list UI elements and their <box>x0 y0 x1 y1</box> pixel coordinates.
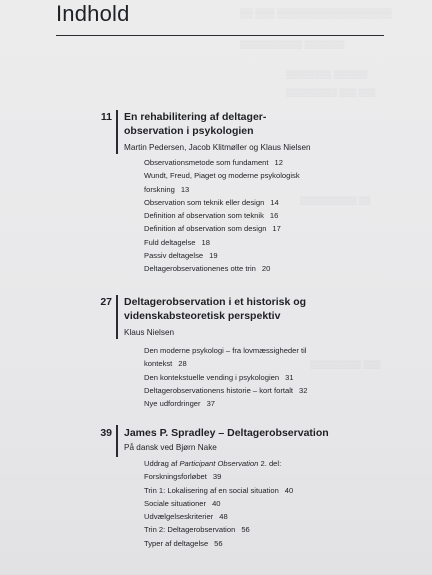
entry-page: 20 <box>261 264 271 274</box>
entry-text: Nye udfordringer <box>144 399 201 409</box>
toc-entry <box>144 371 384 384</box>
chapter-title-line: James P. Spradley – Deltagerobservation <box>124 427 329 439</box>
entry-text: Trin 1: Lokalisering af en social situation <box>144 485 279 495</box>
entry-page: 40 <box>284 485 294 495</box>
toc-entry <box>144 523 384 536</box>
entry-text: Wundt, Freud, Piaget og moderne psykologisk <box>144 171 300 181</box>
entry-text: kontekst <box>144 359 173 369</box>
toc-entry <box>144 497 384 510</box>
toc-entry <box>144 196 384 209</box>
entry-page: 16 <box>269 211 279 221</box>
toc-entry <box>144 470 384 483</box>
chapter-authors: Klaus Nielsen <box>124 328 175 337</box>
bleed-through-text: ▒▒▒▒▒▒▒▒▒▒ ▒▒ <box>300 196 371 205</box>
chapter-divider-bar <box>116 425 118 457</box>
toc-entry <box>144 169 384 182</box>
entry-text: Deltagerobservationenes otte trin <box>144 264 256 274</box>
entry-text: Den kontekstuelle vending i psykologien <box>144 372 280 382</box>
toc-entry <box>144 249 384 262</box>
entry-text: Deltagerobservationens historie – kort fortalt <box>144 385 293 395</box>
entry-page: 56 <box>214 538 223 548</box>
entry-text: Definition af observation som design <box>144 224 267 234</box>
toc-entry <box>144 397 384 410</box>
entry-text: Sociale situationer <box>144 498 207 508</box>
toc-entry <box>144 344 384 357</box>
entry-text: Fuld deltagelse <box>144 237 196 247</box>
bleed-through-text: ▒▒▒▒▒▒▒▒▒ ▒▒▒ <box>310 360 381 369</box>
entry-page: 28 <box>178 359 187 369</box>
entry-text: forskning <box>144 184 175 194</box>
entry-text: Passiv deltagelse <box>144 251 204 261</box>
toc-entry <box>144 510 384 523</box>
chapter-entries <box>144 156 384 276</box>
chapter-page-number: 27 <box>100 296 112 308</box>
title-divider <box>56 35 384 36</box>
toc-entry <box>144 484 384 497</box>
entry-page: 12 <box>274 158 283 167</box>
entry-page: 32 <box>299 385 308 395</box>
chapter-entries <box>144 457 384 550</box>
chapter-authors: Martin Pedersen, Jacob Klitmøller og Klaus Nielsen <box>124 143 311 152</box>
chapter-authors: På dansk ved Bjørn Nake <box>124 443 217 452</box>
entry-page: 37 <box>206 399 216 409</box>
chapter-title-line: observation i psykologien <box>124 125 254 137</box>
entry-page: 14 <box>270 197 279 207</box>
chapter-title <box>124 110 364 138</box>
toc-entry <box>144 537 384 550</box>
chapter-title-line: Deltagerobservation i et historisk og <box>124 296 307 308</box>
chapter-entries <box>144 344 384 410</box>
toc-entry <box>144 209 384 222</box>
chapter-divider-bar <box>116 110 118 154</box>
entry-page: 18 <box>201 237 210 247</box>
entry-text: Trin 2: Deltagerobservation <box>144 525 236 535</box>
chapter-divider-bar <box>116 295 118 339</box>
toc-entry <box>144 222 384 235</box>
entry-text: Forskningsforløbet <box>144 472 207 482</box>
bleed-through-text: ▒▒▒▒▒▒▒▒ ▒▒▒▒▒▒ <box>286 70 368 79</box>
bleed-through-text: ▒▒ ▒▒▒ ▒▒▒▒▒▒▒▒▒▒▒▒▒▒▒▒▒▒ <box>240 8 392 18</box>
entry-page: 48 <box>219 512 228 522</box>
chapter-page-number: 39 <box>100 427 112 439</box>
toc-entry <box>144 357 384 370</box>
toc-entry <box>144 183 384 196</box>
entry-text: Uddrag af Participant Observation 2. del: <box>144 459 282 468</box>
entry-text: Observationsmetode som fundament <box>144 158 269 167</box>
toc-entry <box>144 262 384 275</box>
toc-entry <box>144 457 384 470</box>
page-title: Indhold <box>56 1 130 26</box>
entry-page: 39 <box>212 472 222 482</box>
chapter-page-number: 11 <box>100 111 112 123</box>
toc-entry <box>144 236 384 249</box>
chapter-title-line: En rehabilitering af deltager- <box>124 111 267 123</box>
chapter-title <box>124 426 384 440</box>
entry-text: Typer af deltagelse <box>144 538 209 548</box>
chapter-title <box>124 295 364 323</box>
entry-page: 56 <box>241 525 250 535</box>
entry-text: Den moderne psykologi – fra lovmæssigheder til <box>144 346 307 355</box>
entry-text: Observation som teknik eller design <box>144 197 265 207</box>
bleed-through-text: ▒▒▒▒▒▒▒▒▒▒▒ ▒▒▒▒▒▒▒ <box>240 40 345 49</box>
bleed-through-text: ▒▒▒▒▒▒▒▒▒ ▒▒▒ ▒▒▒ <box>286 88 376 97</box>
entry-text: Definition af observation som teknik <box>144 211 264 221</box>
entry-text: Udvælgelseskriterier <box>144 512 214 522</box>
entry-page: 40 <box>212 498 221 508</box>
toc-entry <box>144 156 384 169</box>
book-title-italic: Participant Observation <box>179 459 259 468</box>
entry-page: 17 <box>272 224 281 234</box>
entry-page: 19 <box>209 251 218 261</box>
chapter-title-line: videnskabsteoretisk perspektiv <box>124 310 281 322</box>
entry-page: 13 <box>180 184 190 194</box>
entry-page: 31 <box>285 372 294 382</box>
toc-entry <box>144 384 384 397</box>
